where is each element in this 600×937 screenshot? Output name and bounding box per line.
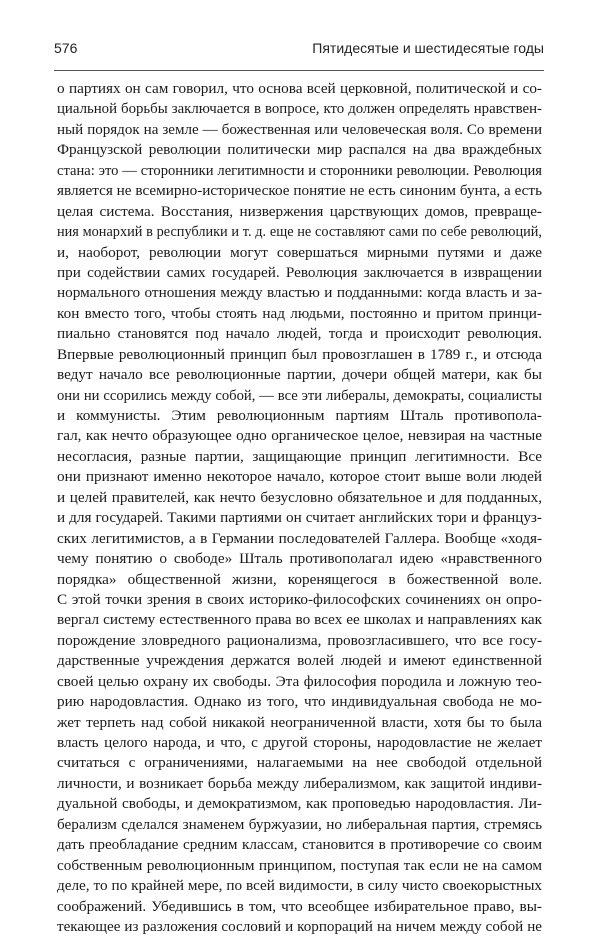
text-line: они ни ссорились между собой, — все эти либералы, демократы, социалисты	[57, 387, 542, 404]
text-line: своей целью охрану их свободы. Эта философия породила и ложную тео-	[57, 672, 542, 690]
text-line: пиально становятся под начало людей, тогда и происходит революция.	[57, 325, 542, 343]
text-line: о партиях он сам говорил, что основа всей церковной, политической и со-	[57, 80, 542, 97]
text-line: несогласия, разные партии, защищающие принцип легитимности. Все	[57, 447, 542, 465]
text-line: считаться с ограничениями, налагаемыми на нее свободой отдельной	[57, 754, 542, 772]
text-line: ведут начало все революционные партии, дочери общей матери, как бы	[57, 366, 542, 384]
text-line: и целей правителей, как нечто безусловно обязательное и для подданных,	[57, 488, 542, 506]
text-line: порождение зловредного рационализма, провозгласившего, что все госу-	[57, 631, 542, 649]
text-line: дать преобладание средним классам, становится в противоречие со своим	[57, 836, 542, 854]
text-line: ный порядок на земле — божественная или человеческая воля. Со времени	[57, 121, 542, 138]
text-line: вергал систему естественного права во всех ее школах и направлениях как	[57, 611, 542, 629]
text-line: при содействии самих государей. Революция заключается в извращении	[57, 263, 542, 281]
text-line: дарственные учреждения держатся волей людей и имеют единственной	[57, 652, 542, 670]
text-line: дуальной свободы, и демократизмом, как проповедью народовластия. Ли-	[57, 795, 542, 813]
text-line: стана: это — сторонники легитимности и сторонники революции. Революция	[57, 162, 542, 179]
text-line: и коммунисты. Этим революционным партиям Шталь противопола-	[57, 407, 542, 424]
body-text	[57, 79, 542, 937]
text-line: и, наоборот, революции могут совершаться мирными путями и даже	[57, 243, 542, 261]
text-line: гал, как нечто образующее одно органическое целое, невзирая на частные	[57, 427, 542, 445]
header-rule	[54, 70, 544, 71]
text-line: нормального отношения между властью и подданными: когда власть и за-	[57, 284, 542, 302]
text-line: ния монархий в республики и т. д. еще не составляют сами по себе революций,	[57, 224, 542, 241]
text-line: и для государей. Такими партиями он считает английских тори и француз-	[57, 509, 542, 527]
text-line: Впервые революционный принцип был провозглашен в 1789 г., и отсюда	[57, 345, 542, 363]
text-line: деле, то по крайней мере, по всей видимости, в силу чисто своекорыстных	[57, 877, 542, 895]
text-line: соображений. Убедившись в том, что всеобщее избирательное право, вы-	[57, 897, 542, 915]
text-line: кон вместо того, чтобы стоять над людьми, постоянно и притом принци-	[57, 304, 542, 322]
text-line: берализм сделался знаменем буржуазии, но либеральная партия, стремясь	[57, 815, 542, 833]
text-line: целая система. Восстания, низвержения царствующих домов, превраще-	[57, 202, 542, 220]
text-line: власть целого народа, и что, с другой стороны, народовластие не желает	[57, 734, 542, 751]
text-line: чему понятию о свободе» Шталь противополагал идею «нравственного	[57, 550, 542, 568]
running-header	[54, 40, 544, 62]
text-line: собственным революционным принципом, поступая так если не на самом	[57, 856, 542, 874]
text-line: текающее из разложения сословий и корпораций на ничем между собой не	[57, 918, 542, 935]
text-line: жет терпеть над собой никакой неограниченной власти, хотя бы то была	[57, 713, 542, 731]
chapter-title: Пятидесятые и шестидесятые годы	[312, 40, 544, 56]
text-line: ских легитимистов, а в Германии последователей Галлера. Вообще «ходя-	[57, 529, 542, 547]
page-number: 576	[54, 40, 78, 56]
text-line: Французской революции политически мир распался на два враждебных	[57, 141, 542, 159]
text-line: С этой точки зрения в своих историко-философских сочинениях он опро-	[57, 590, 542, 608]
text-line: является не всемирно-историческое понятие не есть синоним бунта, а есть	[57, 182, 542, 200]
text-line: рию народовластия. Однако из того, что индивидуальная свобода не мо-	[57, 693, 542, 711]
text-line: личности, и возникает борьба между либерализмом, как защитой индиви-	[57, 774, 542, 792]
text-line: они признают именно некоторое начало, которое стоит выше воли людей	[57, 468, 542, 486]
text-line: порядка» общественной жизни, коренящегося в божественной воле.	[57, 570, 542, 588]
text-line: циальной борьбы заключается в вопросе, кто должен определять нравствен-	[57, 101, 542, 118]
